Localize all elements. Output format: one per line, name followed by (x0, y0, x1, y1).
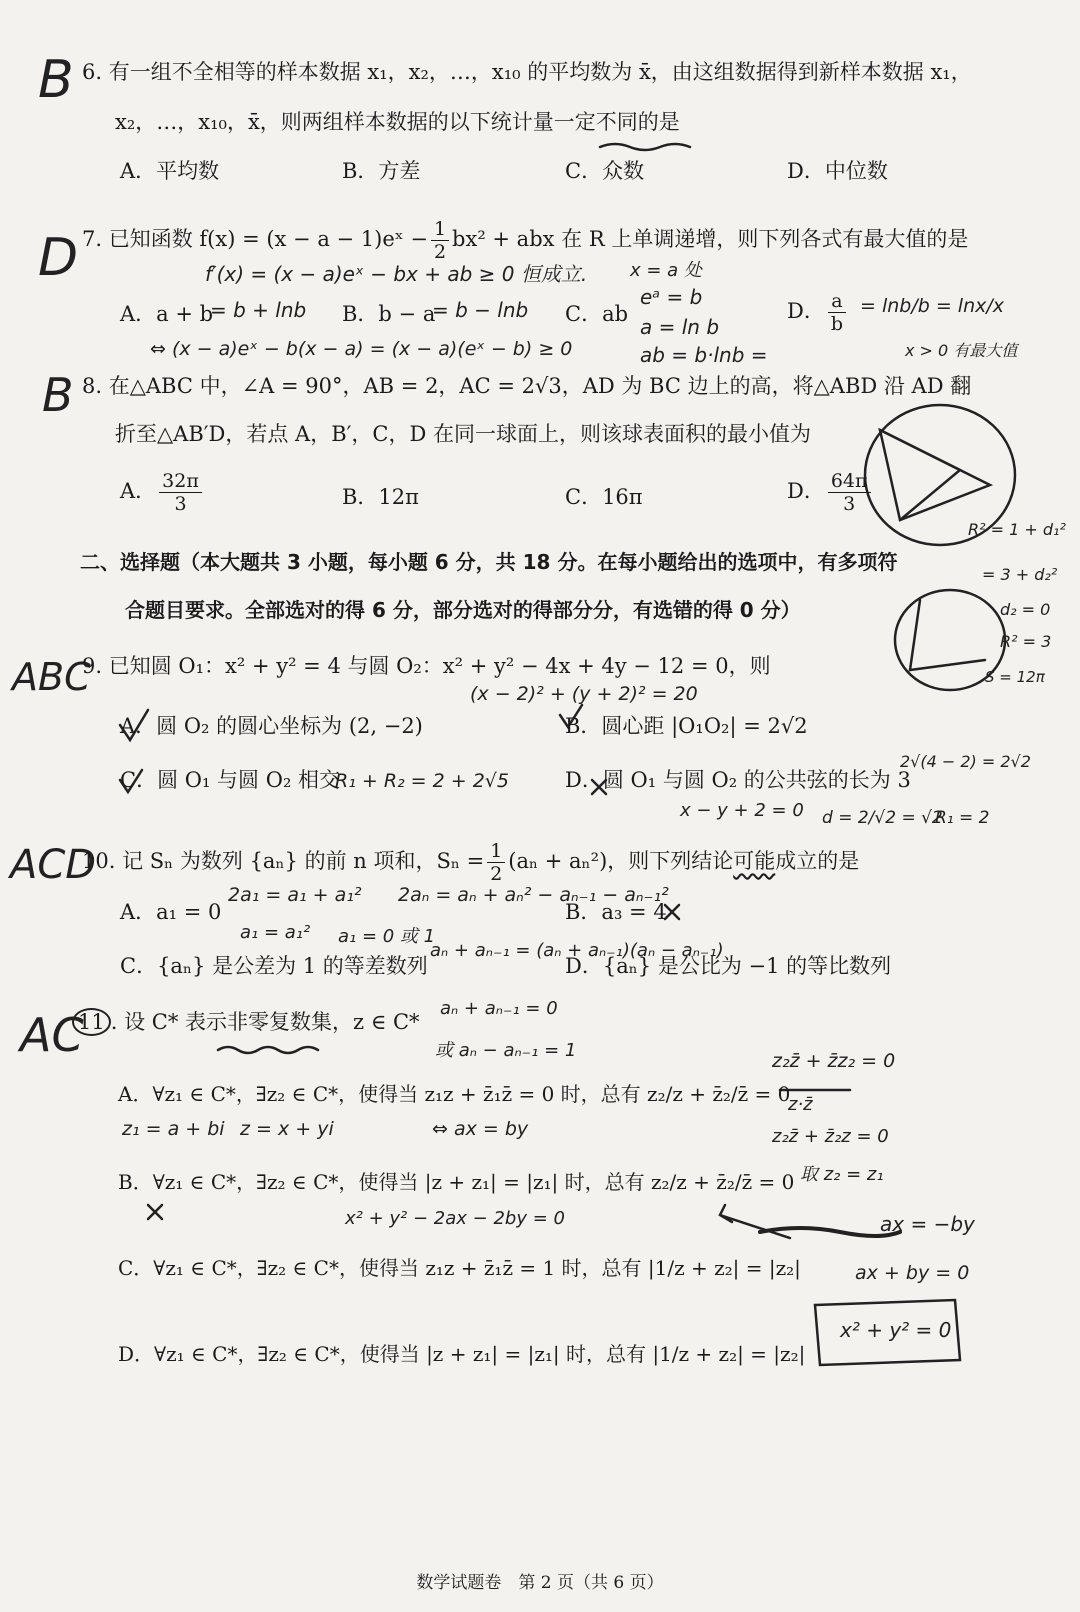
note-q10-c: a₁ = 0 或 1 (338, 926, 436, 947)
note-q10-a: 2a₁ = a₁ + a₁² (228, 884, 362, 906)
q9-option-b: B．圆心距 |O₁O₂| = 2√2 (565, 714, 808, 738)
triangle-sketch (880, 430, 960, 520)
q10-option-d: D．{aₙ} 是公比为 −1 的等比数列 (565, 954, 892, 978)
note-q7-b: = b − lnb (432, 298, 529, 322)
q7-option-c: C．ab (565, 302, 629, 326)
fraction: $\frac{a}{b}$ (828, 290, 846, 335)
section2-heading-line1: 二、选择题（本大题共 3 小题，每小题 6 分，共 18 分。在每小题给出的选项中，有多项符 (80, 550, 898, 574)
q10-option-a: A．a₁ = 0 (120, 900, 222, 924)
q6-stem-line2: x₂，…，x₁₀，x̄，则两组样本数据的以下统计量一定不同的是 (115, 110, 680, 134)
q8-stem-line2: 折至△AB′D，若点 A，B′，C，D 在同一球面上，则该球表面积的最小值为 (115, 422, 811, 446)
q9-option-c: C．圆 O₁ 与圆 O₂ 相交 (120, 768, 341, 792)
q10-option-b: B．a₃ = 4 (565, 900, 667, 924)
q11-stem: 11 . 设 C* 表示非零复数集，z ∈ C* (72, 1008, 420, 1036)
note-q10-b: a₁ = a₁² (240, 922, 311, 943)
note-q8-d: d₂ = 0 (1000, 600, 1051, 619)
q8-option-c: C．16π (565, 485, 643, 509)
note-q7-derivative: f′(x) = (x − a)eˣ − bx + ab ≥ 0 恒成立. (205, 262, 588, 286)
note-q9-d1: 2√(4 − 2) = 2√2 (900, 752, 1031, 771)
note-q11-z: z = x + yi (240, 1118, 334, 1140)
q11-option-c: C．∀z₁ ∈ C*，∃z₂ ∈ C*，使得当 z₁z + z̄₁z̄ = 1 时，总有 |1/z + z₂| = |z₂| (118, 1256, 801, 1280)
note-q11-box: x² + y² = 0 (840, 1318, 952, 1342)
note-q10-g: 或 aₙ − aₙ₋₁ = 1 (435, 1040, 577, 1061)
answer-mark-q6: B (38, 50, 74, 110)
section2-heading-line2: 合题目要求。全部选对的得 6 分，部分选对的得部分分，有选错的得 0 分） (125, 598, 801, 622)
cross-mark (148, 1205, 162, 1219)
q11-option-a: A．∀z₁ ∈ C*，∃z₂ ∈ C*，使得当 z₁z + z̄₁z̄ = 0 时，总有 z₂/z + z̄₂/z̄ = 0 (118, 1082, 791, 1106)
note-q7-d: = lnb/b = lnx/x (860, 295, 1005, 317)
q6-option-b: B．方差 (342, 159, 421, 183)
q9-option-a: A．圆 O₂ 的圆心坐标为 (2, −2) (120, 714, 423, 738)
q10-option-c: C．{aₙ} 是公差为 1 的等差数列 (120, 954, 428, 978)
fraction: $\frac{32\pi}{3}$ (159, 470, 202, 515)
fraction: $\frac{64\pi}{3}$ (828, 470, 871, 515)
note-q8-s: S = 12π (985, 668, 1045, 686)
note-q11-b1: x² + y² − 2ax − 2by = 0 (345, 1208, 565, 1229)
answer-mark-q8: B (42, 368, 74, 422)
note-q10-f: aₙ + aₙ₋₁ = 0 (440, 998, 558, 1019)
fraction: $\frac{1}{2}$ (431, 218, 449, 263)
note-q9-d4: R₁ = 2 (935, 808, 990, 828)
q6-stem-line1: 6. 有一组不全相等的样本数据 x₁，x₂，…，x₁₀ 的平均数为 x̄，由这组数据得到新样本数据 x₁， (82, 60, 972, 84)
q8-stem-line1: 8. 在△ABC 中，∠A = 90°，AB = 2，AC = 2√3，AD 为 BC 边上的高，将△ABD 沿 AD 翻 (82, 374, 972, 398)
note-q7-a: = b + lnb (210, 298, 307, 322)
underline-stroke (218, 1047, 318, 1053)
q11-option-b: B．∀z₁ ∈ C*，∃z₂ ∈ C*，使得当 |z + z₁| = |z₁| 时，总有 z₂/z + z̄₂/z̄ = 0 (118, 1170, 795, 1194)
note-q7-x: x = a 处 (630, 260, 702, 281)
q9-stem: 9. 已知圆 O₁：x² + y² = 4 与圆 O₂：x² + y² − 4x + 4y − 12 = 0，则 (82, 654, 771, 678)
note-q11-b2: ax = −by (880, 1212, 975, 1236)
q7-stem: 7. 已知函数 f(x) = (x − a − 1)eˣ − $\frac{1}{2}$ bx² + abx 在 R 上单调递增，则下列各式有最大值的是 (82, 218, 969, 263)
note-q7-d2: x > 0 有最大值 (905, 341, 1018, 360)
answer-mark-q11: AC (20, 1008, 84, 1062)
q6-option-c: C．众数 (565, 159, 645, 183)
q9-option-d: D．圆 O₁ 与圆 O₂ 的公共弦的长为 3 (565, 768, 911, 792)
q8-option-a: A． $\frac{32\pi}{3}$ (120, 470, 205, 515)
note-q7-c1: eᵃ = b (640, 285, 703, 309)
fraction: $\frac{1}{2}$ (487, 840, 505, 885)
triangle-sketch (880, 430, 990, 520)
q7-option-a: A．a + b (120, 302, 214, 326)
answer-mark-q9: ABC (12, 655, 91, 699)
note-q7-c3: ab = b·lnb = (640, 343, 768, 367)
q7-option-d: D． $\frac{a}{b}$ (787, 290, 849, 335)
note-q10-e: aₙ + aₙ₋₁ = (aₙ + aₙ₋₁)(aₙ − aₙ₋₁) (430, 940, 724, 961)
page-footer: 数学试题卷 第 2 页（共 6 页） (416, 1573, 664, 1593)
q10-stem: 10. 记 Sₙ 为数列 {aₙ} 的前 n 项和，Sₙ = $\frac{1}{2}$ (aₙ + aₙ²)，则下列结论可能成立的是 (82, 840, 860, 885)
q6-option-a: A．平均数 (120, 159, 220, 183)
q7-option-b: B．b − a (342, 302, 436, 326)
note-q11-a3: z₂z̄ + z̄₂z = 0 (772, 1126, 889, 1147)
question-number-circled: 11 (72, 1008, 111, 1036)
note-q11-z1: z₁ = a + bi (122, 1118, 225, 1140)
note-q11-a1: z₂z̄ + z̄z₂ = 0 (772, 1050, 896, 1072)
note-q8-r3: R² = 3 (1000, 632, 1052, 651)
note-q9-d2: x − y + 2 = 0 (680, 800, 804, 821)
triangle-sketch (910, 600, 985, 670)
q8-option-d: D． $\frac{64\pi}{3}$ (787, 470, 874, 515)
answer-mark-q10: ACD (10, 842, 97, 888)
note-q11-ax: ⇔ ax = by (432, 1118, 529, 1140)
note-q10-d: 2aₙ = aₙ + aₙ² − aₙ₋₁ − aₙ₋₁² (398, 884, 669, 906)
note-q11-a2: z·z̄ (788, 1094, 813, 1115)
answer-mark-q7: D (38, 228, 79, 288)
note-q11-a4: 取 z₂ = z₁ (800, 1164, 884, 1185)
note-q8-r2: = 3 + d₂² (982, 565, 1058, 584)
note-q9-d3: d = 2/√2 = √2 (822, 808, 943, 828)
note-q9-circle: (x − 2)² + (y + 2)² = 20 (470, 683, 698, 705)
note-q11-b3: ax + by = 0 (855, 1262, 970, 1284)
note-q7-c2: a = ln b (640, 315, 720, 339)
note-q8-r1: R² = 1 + d₁² (968, 520, 1066, 539)
note-q7-factor: ⇔ (x − a)eˣ − b(x − a) = (x − a)(eˣ − b) ≥ 0 (150, 338, 573, 360)
cross-mark (665, 905, 679, 919)
q8-option-b: B．12π (342, 485, 419, 509)
underline-stroke (600, 144, 690, 150)
q11-option-d: D．∀z₁ ∈ C*，∃z₂ ∈ C*，使得当 |z + z₁| = |z₁| 时，总有 |1/z + z₂| = |z₂| (118, 1342, 806, 1366)
q6-option-d: D．中位数 (787, 159, 888, 183)
note-q9-c: R₁ + R₂ = 2 + 2√5 (335, 770, 510, 792)
